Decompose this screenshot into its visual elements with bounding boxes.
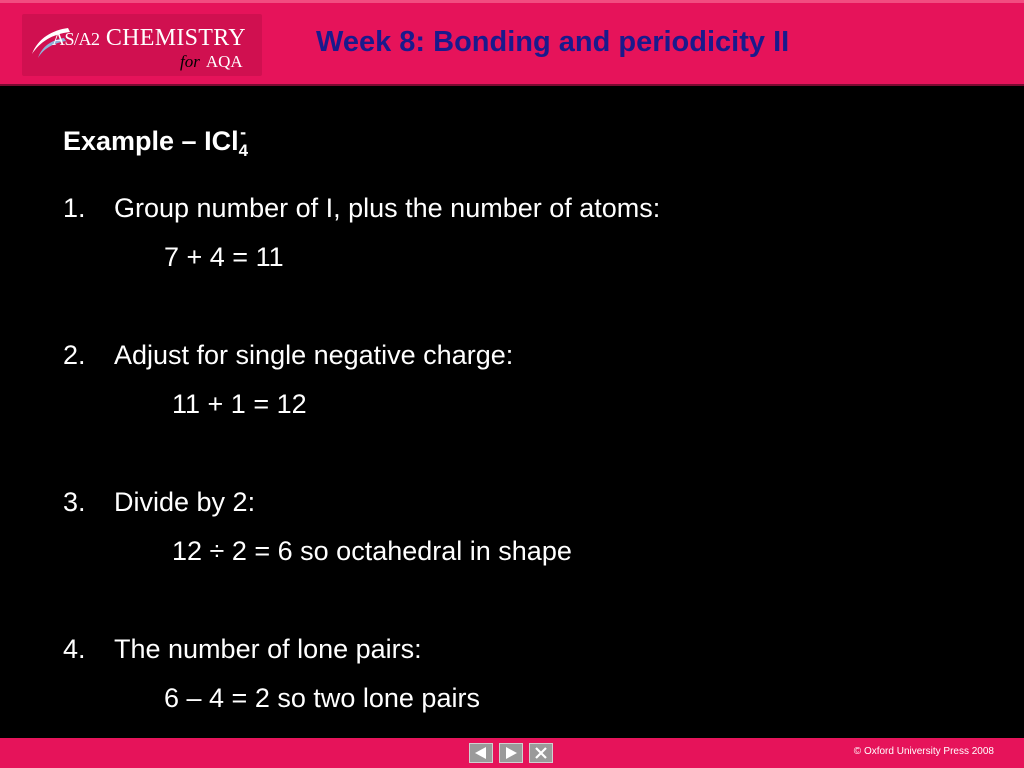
header-bar: [0, 0, 1024, 86]
logo: [22, 14, 262, 76]
triangle-left-icon: [474, 747, 488, 759]
step-text: Group number of I, plus the number of atoms:: [114, 193, 661, 223]
step-1: [63, 193, 660, 224]
step-2: [63, 340, 513, 371]
step-text: Divide by 2:: [114, 487, 256, 517]
logo-board: AQA: [205, 52, 243, 71]
step-number: 4.: [63, 634, 86, 664]
logo-prefix: AS/A2: [52, 29, 100, 49]
step-number: 2.: [63, 340, 86, 370]
close-slideshow-button[interactable]: [529, 743, 553, 763]
logo-main: CHEMISTRY: [105, 25, 246, 51]
step-4-calc: 6 – 4 = 2 so two lone pairs: [164, 683, 480, 713]
close-icon: [535, 747, 547, 759]
next-slide-button[interactable]: [499, 743, 523, 763]
step-3-calc: 12 ÷ 2 = 6 so octahedral in shape: [172, 536, 572, 566]
step-text: The number of lone pairs:: [114, 634, 422, 664]
step-text: Adjust for single negative charge:: [114, 340, 514, 370]
heading-superscript: -: [240, 122, 247, 142]
previous-slide-button[interactable]: [469, 743, 493, 763]
example-heading: [63, 122, 249, 161]
logo-line-1: [52, 25, 246, 52]
step-1-calc: 7 + 4 = 11: [164, 242, 284, 272]
header-top-line: [0, 0, 1024, 3]
step-4: [63, 634, 422, 665]
step-2-calc: 11 + 1 = 12: [172, 389, 307, 419]
logo-line-2: [180, 52, 243, 72]
triangle-right-icon: [504, 747, 518, 759]
logo-for: for: [180, 52, 200, 71]
heading-subscript: 4: [238, 141, 249, 160]
page-title: Week 8: Bonding and periodicity II: [316, 26, 790, 58]
step-number: 1.: [63, 193, 86, 223]
copyright-text: © Oxford University Press 2008: [853, 746, 994, 757]
heading-text: Example – ICl: [63, 126, 239, 156]
slide-content: [0, 86, 1024, 738]
step-3: [63, 487, 255, 518]
step-number: 3.: [63, 487, 86, 517]
